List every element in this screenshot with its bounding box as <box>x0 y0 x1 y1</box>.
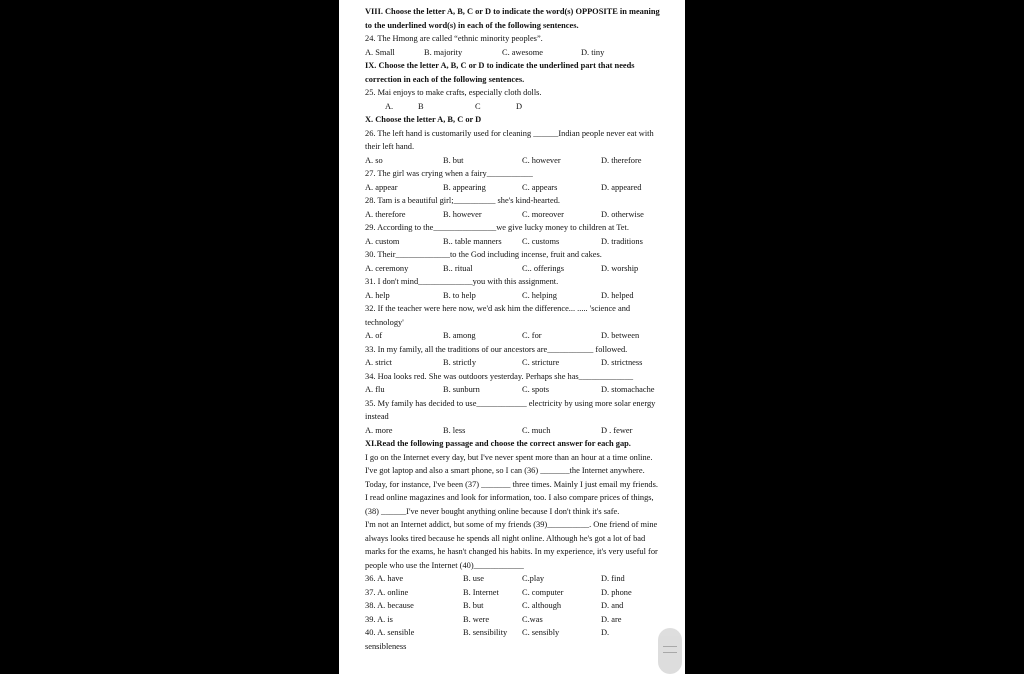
question-27-options <box>365 181 662 195</box>
option-b: B.. table manners <box>443 236 502 246</box>
question-28-options <box>365 208 662 222</box>
option-d: D. tiny <box>581 47 605 57</box>
mark-b: B <box>418 101 424 111</box>
answer-row-38 <box>365 599 662 613</box>
option-b: B. appearing <box>443 182 486 192</box>
question-26-options <box>365 154 662 168</box>
question-24: 24. The Hmong are called “ethnic minority peoples”. <box>365 34 543 43</box>
question-31-options <box>365 289 662 303</box>
option-d: D. <box>601 628 610 637</box>
option-c: C. computer <box>522 587 564 597</box>
question-34-options <box>365 383 662 397</box>
option-c: C. stricture <box>522 358 560 367</box>
option-a: 40. A. sensible <box>365 628 415 637</box>
option-b: B. less <box>443 425 466 435</box>
option-d: D. therefore <box>601 155 642 165</box>
option-b: B. were <box>463 614 490 624</box>
option-a: A. appear <box>365 182 398 192</box>
option-a: A. ceremony <box>365 263 409 273</box>
option-a: A. therefore <box>365 209 406 219</box>
option-c: C. sensibly <box>522 628 560 637</box>
option-d: D. between <box>601 331 640 340</box>
option-b: B.. ritual <box>443 263 473 273</box>
answer-row-37 <box>365 586 662 600</box>
answer-row-39 <box>365 613 662 627</box>
question-32-options <box>365 329 662 343</box>
option-a: A. flu <box>365 385 385 394</box>
section-x-heading: X. Choose the letter A, B, C or D <box>365 115 482 124</box>
question-33: 33. In my family, all the traditions of our ancestors are___________ followed. <box>365 344 628 354</box>
option-c: C. appears <box>522 182 558 192</box>
option-a: A. help <box>365 290 390 300</box>
option-b: B. but <box>443 155 464 165</box>
section-ix-heading: IX. Choose the letter A, B, C or D to indicate the underlined part that needs correction in each of the following sentences. <box>365 61 635 84</box>
option-d: D. appeared <box>601 182 642 192</box>
option-d: D. worship <box>601 263 639 273</box>
answer-row-36 <box>365 572 662 586</box>
question-26: 26. The left hand is customarily used for cleaning ______Indian people never eat with their left hand. <box>365 128 654 151</box>
option-c: C. although <box>522 601 562 610</box>
option-b: B. strictly <box>443 358 477 367</box>
option-a: A. Small <box>365 47 395 57</box>
option-c: C. much <box>522 425 551 435</box>
option-a: A. custom <box>365 236 400 246</box>
option-c: C. helping <box>522 290 557 300</box>
option-b: B. among <box>443 331 476 340</box>
mark-c: C <box>475 101 481 111</box>
option-d: D. phone <box>601 587 632 597</box>
option-b: B. Internet <box>463 587 499 597</box>
question-33-options <box>365 356 662 370</box>
option-c: C. spots <box>522 385 549 394</box>
question-25: 25. Mai enjoys to make crafts, especially cloth dolls. <box>365 88 542 97</box>
option-d: D. traditions <box>601 236 643 246</box>
option-a: A. more <box>365 425 393 435</box>
option-b: B. majority <box>424 47 463 57</box>
question-25-marks <box>365 100 662 114</box>
option-b: B. however <box>443 209 482 219</box>
handle-grip-line-icon <box>663 652 677 653</box>
question-29: 29. According to the_______________we give lucky money to children at Tet. <box>365 223 629 232</box>
question-31: 31. I don't mind_____________you with this assignment. <box>365 277 559 286</box>
question-29-options <box>365 235 662 249</box>
option-a: 36. A. have <box>365 574 404 583</box>
question-28: 28. Tam is a beautiful girl;__________ she's kind-hearted. <box>365 196 560 205</box>
option-c: C. however <box>522 155 561 165</box>
question-27: 27. The girl was crying when a fairy___________ <box>365 169 533 178</box>
scroll-handle[interactable] <box>658 628 682 674</box>
option-a: A. of <box>365 331 383 340</box>
question-32: 32. If the teacher were here now, we'd ask him the difference... ..... 'science and technology' <box>365 304 631 327</box>
question-35-options <box>365 424 662 438</box>
section-x-questions <box>365 127 662 438</box>
option-c: C.play <box>522 574 545 583</box>
option-a: 39. A. is <box>365 614 393 624</box>
option-c: C. moreover <box>522 209 564 219</box>
option-d: D. are <box>601 614 622 624</box>
question-35: 35. My family has decided to use____________ electricity by using more solar energy instead <box>365 398 656 421</box>
option-b: B. to help <box>443 290 476 300</box>
option-d: D. helped <box>601 290 634 300</box>
option-a: A. strict <box>365 358 392 367</box>
question-30-options <box>365 262 662 276</box>
section-viii-heading: VIII. Choose the letter A, B, C or D to indicate the word(s) OPPOSITE in meaning to the underlined word(s) in each of the following sentences. <box>365 7 660 30</box>
option-c: C. for <box>522 331 542 340</box>
option-d: D. and <box>601 601 624 610</box>
option-b: B. sunburn <box>443 385 480 394</box>
option-d: D. find <box>601 574 625 583</box>
option-a: A. so <box>365 155 383 165</box>
question-30: 30. Their_____________to the God including incense, fruit and cakes. <box>365 250 602 259</box>
option-b: B. but <box>463 601 484 610</box>
answer-row-40 <box>365 626 662 640</box>
option-d: D. stomachache <box>601 385 655 394</box>
handle-grip-line-icon <box>663 646 677 647</box>
option-b: B. use <box>463 574 484 583</box>
option-c: C.was <box>522 614 543 624</box>
option-c: C. customs <box>522 236 560 246</box>
passage-paragraph-2: I'm not an Internet addict, but some of my friends (39)__________. One friend of mine always looks tired because he spends all night online. Although he's got a lot of bad marks for the exams, he hasn't changed his habits. In my experience, it's very useful for people who use the Internet (40)____________ <box>365 520 658 570</box>
question-24-options <box>365 46 662 60</box>
worksheet-content <box>365 5 662 653</box>
option-d: D . fewer <box>601 425 633 435</box>
mark-a: A. <box>385 101 394 111</box>
section-xi-heading: XI.Read the following passage and choose the correct answer for each gap. <box>365 439 631 448</box>
option-c: C.. offerings <box>522 263 564 273</box>
option-c: C. awesome <box>502 47 543 57</box>
passage-paragraph-1: I go on the Internet every day, but I've never spent more than an hour at a time online. I've got laptop and also a smart phone, so I can (36) _______the Internet anywhere. Today, for instance, I've been (37) _______ three times. Mainly I just email my friends. I read online magazines and look for information, too. I also compare prices of things, (38) ______I've never bought anything online because I don't think it's safe. <box>365 452 658 516</box>
option-d: D. strictness <box>601 358 643 367</box>
section-xi-answers <box>365 572 662 640</box>
option-b: B. sensibility <box>463 628 508 637</box>
document-page <box>339 0 685 674</box>
trailing-option-text: sensibleness <box>365 641 407 651</box>
option-d: D. otherwise <box>601 209 644 219</box>
option-a: 37. A. online <box>365 587 409 597</box>
question-34: 34. Hoa looks red. She was outdoors yesterday. Perhaps she has_____________ <box>365 371 634 381</box>
mark-d: D <box>516 101 523 111</box>
option-a: 38. A. because <box>365 601 414 610</box>
